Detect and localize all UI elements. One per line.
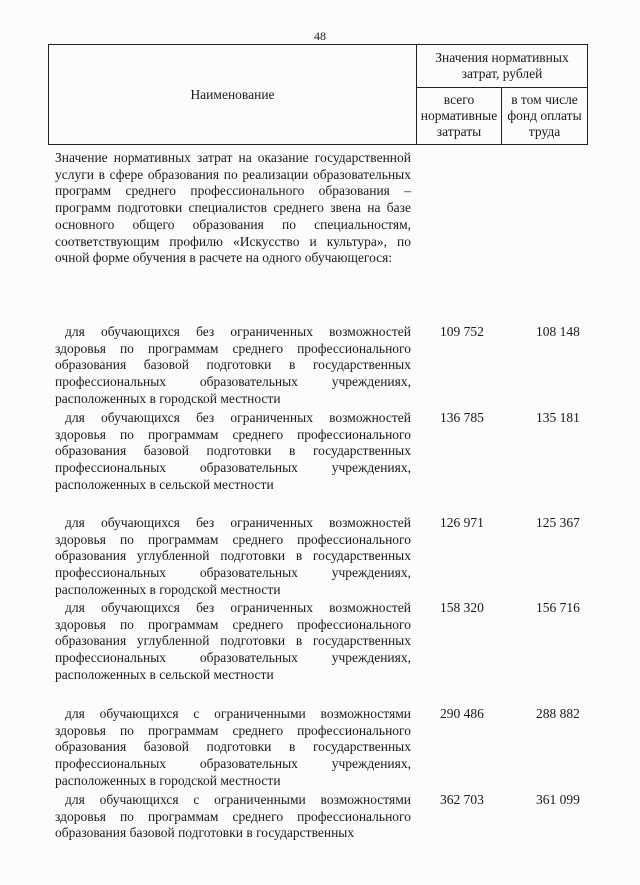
row-total-value: 290 486 [440,706,484,721]
table-header [48,44,588,145]
row-total-value: 126 971 [440,515,484,530]
header-name: Наименование [49,45,417,145]
row-total-value: 362 703 [440,792,484,807]
row-wage-value: 125 367 [536,515,580,530]
row-label: для обучающихся без ограниченных возможностей здоровья по программам среднего профессионального образования базовой подготовки в государственных профессиональных образовательных учреждениях, расположенных в сельской местности [55,410,411,492]
row-wage-value: 288 882 [536,706,580,721]
row-total-value: 136 785 [440,410,484,425]
row-wage-value: 108 148 [536,324,580,339]
header-total-column: всего нормативные затраты [417,88,502,145]
row-label: для обучающихся с ограниченными возможностями здоровья по программам среднего профессионального образования базовой подготовки в государственных [55,792,411,841]
row-total-value: 109 752 [440,324,484,339]
header-values-title: Значения нормативных затрат, рублей [417,45,588,88]
header-wage-column: в том числе фонд оплаты труда [502,88,588,145]
row-label: для обучающихся без ограниченных возможностей здоровья по программам среднего профессионального образования углубленной подготовки в государственных профессиональных образовательных учреждениях, расположенных в сельской местности [55,600,411,682]
row-wage-value: 156 716 [536,600,580,615]
row-label: для обучающихся с ограниченными возможностями здоровья по программам среднего профессионального образования базовой подготовки в государственных профессиональных образовательных учреждениях, расположенных в городской местности [55,706,411,788]
row-label: для обучающихся без ограниченных возможностей здоровья по программам среднего профессионального образования углубленной подготовки в государственных профессиональных образовательных учреждениях, расположенных в городской местности [55,515,411,597]
row-label: для обучающихся без ограниченных возможностей здоровья по программам среднего профессионального образования базовой подготовки в государственных профессиональных образовательных учреждениях, расположенных в городской местности [55,324,411,406]
row-total-value: 158 320 [440,600,484,615]
intro-paragraph: Значение нормативных затрат на оказание государственной услуги в сфере образования по реализации образовательных программ среднего профессионального образования – программ подготовки специалистов среднего звена на базе основного общего образования по специальностям, соответствующим профилю «Искусство и культура», по очной форме обучения в расчете на одного обучающегося: [55,150,411,266]
row-wage-value: 361 099 [536,792,580,807]
page-number: 48 [314,29,326,43]
row-wage-value: 135 181 [536,410,580,425]
